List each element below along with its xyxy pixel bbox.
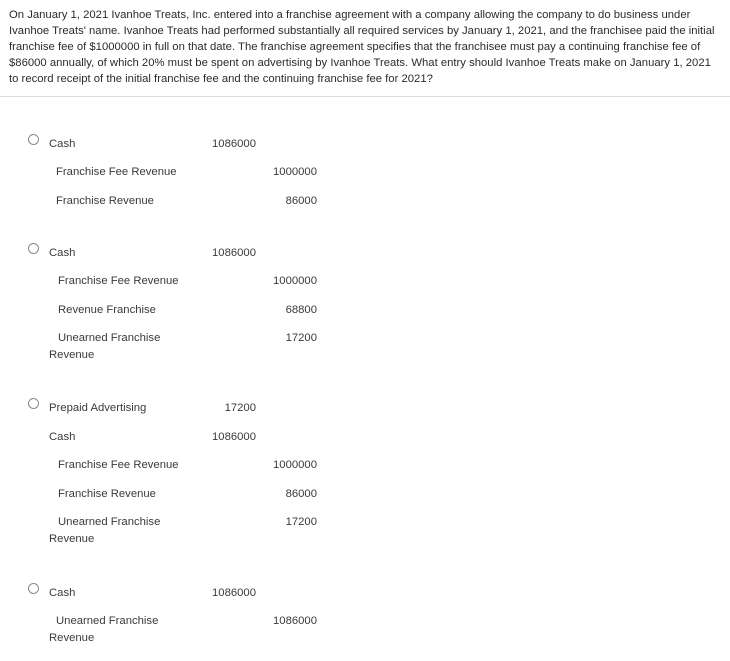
option-2-line-2-credit: 1000000 <box>273 275 317 287</box>
option-4-line-1-account: Cash <box>49 587 76 599</box>
option-4-line-2-account: Unearned Franchise <box>56 615 159 627</box>
option-3-line-1-debit: 17200 <box>224 402 256 414</box>
option-4-line-2-credit: 1086000 <box>273 615 317 627</box>
option-3-line-4-credit: 86000 <box>285 488 317 500</box>
question-text: On January 1, 2021 Ivanhoe Treats, Inc. entered into a franchise agreement with a company allowing the company to do business under Ivanhoe Treats' name. Ivanhoe Treats had performed substantially all required services by January 1, 2021, and the franchisee paid the initial franchise fee of $1000000 in full on that date. The franchise agreement specifies that the franchisee must pay a continuing franchise fee of $86000 annually, of which 20% must be spent on advertising by Ivanhoe Treats. What entry should Ivanhoe Treats make on January 1, 2021 to record receipt of the initial franchise fee and the continuing franchise fee for 2021? <box>9 9 715 85</box>
option-2-radio[interactable] <box>28 243 39 254</box>
option-3-radio[interactable] <box>28 398 39 409</box>
option-3-line-5-credit: 17200 <box>285 516 317 528</box>
option-1-line-3-account: Franchise Revenue <box>56 195 154 207</box>
option-2-line-3-credit: 68800 <box>285 304 317 316</box>
option-3-line-5-account-cont: Revenue <box>49 533 95 545</box>
option-3-line-2-account: Cash <box>49 431 76 443</box>
option-1-line-2-account: Franchise Fee Revenue <box>56 166 177 178</box>
option-3-line-5-account: Unearned Franchise <box>58 516 161 528</box>
option-3-line-3-account: Franchise Fee Revenue <box>58 459 179 471</box>
option-2-line-1-debit: 1086000 <box>212 247 256 259</box>
option-4-radio[interactable] <box>28 583 39 594</box>
option-3-line-1-account: Prepaid Advertising <box>49 402 147 414</box>
option-2-line-4-credit: 17200 <box>285 332 317 344</box>
option-2-line-4-account-cont: Revenue <box>49 349 95 361</box>
option-1-line-2-credit: 1000000 <box>273 166 317 178</box>
option-1-line-1-debit: 1086000 <box>212 138 256 150</box>
option-1-line-1-account: Cash <box>49 138 76 150</box>
option-4-line-1-debit: 1086000 <box>212 587 256 599</box>
option-3-line-4-account: Franchise Revenue <box>58 488 156 500</box>
option-3-line-2-debit: 1086000 <box>212 431 256 443</box>
option-4-line-2-account-cont: Revenue <box>49 632 95 644</box>
option-2-line-3-account: Revenue Franchise <box>58 304 156 316</box>
option-2-line-2-account: Franchise Fee Revenue <box>58 275 179 287</box>
option-2-line-4-account: Unearned Franchise <box>58 332 161 344</box>
option-3-line-3-credit: 1000000 <box>273 459 317 471</box>
divider <box>0 96 730 97</box>
option-1-radio[interactable] <box>28 134 39 145</box>
option-1-line-3-credit: 86000 <box>285 195 317 207</box>
option-2-line-1-account: Cash <box>49 247 76 259</box>
